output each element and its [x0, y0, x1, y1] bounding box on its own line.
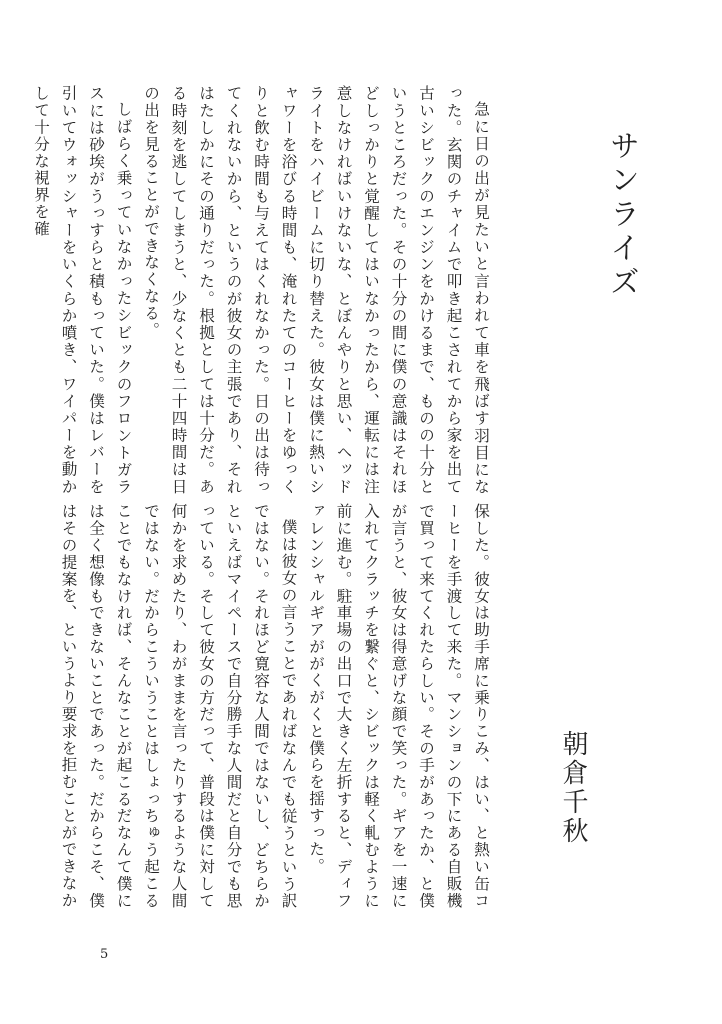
paragraph: 保した。彼女は助手席に乗りこみ、はい、と熱い缶コーヒーを手渡して来た。マンションの下にある自販機で買って来てくれたらしい。その手があったか、と僕が言うと、彼女は得意げな顔で笑った。ギアを一速に入れてクラッチを繋ぐと、シビックは軽く軋むように前に進む。駐車場の出口で大きく左折すると、ディファレンシャルギアががくがくと僕らを揺すった。	[307, 503, 490, 909]
text-block-top	[32, 85, 494, 495]
page-number: 5	[100, 947, 109, 962]
text-block-bottom	[59, 503, 494, 909]
author-name: 朝倉千秋	[558, 730, 588, 846]
paragraph: 急に日の出が見たいと言われて車を飛ばす羽目になった。玄関のチャイムで叩き起こされてから家を出て古いシビックのエンジンをかけるまで、ものの十分というところだった。その十分の間に僕の意識はそれほどしっかりと覚醒してはいなかったから、運転には注意しなければいけないな、とぼんやりと思い、ヘッドライトをハイビームに切り替えた。彼女は僕に熱いシャワーを浴びる時間も、淹れたてのコーヒーをゆっくりと飲む時間も与えてはくれなかった。日の出は待ってくれないから、というのが彼女の主張であり、それはたしかにその通りだった。根拠としては十分だ。ある時刻を逃してしまうと、少なくとも二十四時間は日の出を見ることができなくなる。	[142, 85, 490, 495]
story-title: サンライズ	[604, 130, 639, 300]
paragraph: しばらく乗っていなかったシビックのフロントガラスには砂埃がうっすらと積もっていた。僕はレバーを引いてウォッシャーをいくらか噴き、ワイパーを動かして十分な視界を確	[32, 85, 133, 495]
paragraph: 僕は彼女の言うことであればなんでも従うという訳ではない。それほど寛容な人間ではないし、どちらかといえばマイペースで自分勝手な人間だと自分でも思っている。そして彼女の方だって、普段は僕に対して何かを求めたり、わがままを言ったりするような人間ではない。だからこういうことはしょっちゅう起こることでもなければ、そんなことが起こるだなんて僕には全く想像もできないことであった。だからこそ、僕はその提案を、というより要求を拒むことができなか	[59, 503, 298, 909]
